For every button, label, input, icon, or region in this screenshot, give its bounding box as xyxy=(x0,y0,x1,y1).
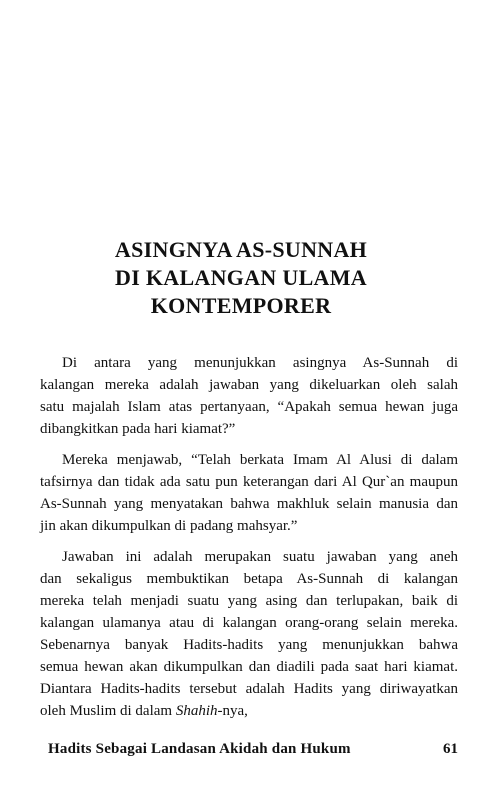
chapter-title-line-2: DI KALANGAN ULAMA xyxy=(115,265,367,290)
page-footer xyxy=(40,741,458,758)
chapter-title-line-3: KONTEMPORER xyxy=(150,293,332,318)
text-line: Mereka menjawab, “Telah berkata Imam Al Alusi di dalam xyxy=(62,452,458,468)
running-title: Hadits Sebagai Landasan Akidah dan Hukum xyxy=(48,741,351,757)
text-line: tafsirnya dan tidak ada satu pun keterangan dari Al Qur`an maupun xyxy=(40,474,458,490)
text-line: semua hewan akan dikumpulkan dan diadili pada saat hari kiamat. xyxy=(40,659,458,675)
text-segment: oleh Muslim di dalam xyxy=(40,703,176,719)
text-line: kalangan ulamanya atau di kalangan orang-orang selain mereka. xyxy=(40,615,458,631)
page-number: 61 xyxy=(443,741,458,757)
text-line: dan sekaligus membuktikan betapa As-Sunnah di kalangan xyxy=(40,571,458,587)
text-line: jin akan dikumpulkan di padang mahsyar.” xyxy=(40,518,298,534)
paragraph-3 xyxy=(40,546,458,722)
chapter-title-line-1: ASINGNYA AS-SUNNAH xyxy=(114,237,368,262)
text-line: satu majalah Islam atas pertanyaan, “Apakah semua hewan juga xyxy=(40,399,458,415)
text-line-last xyxy=(40,700,458,722)
text-line: Sebenarnya banyak Hadits-hadits yang menunjukkan bahwa xyxy=(40,637,458,653)
chapter-title xyxy=(0,236,482,320)
italic-term-shahih: Shahih xyxy=(175,703,218,719)
text-line: As-Sunnah yang menyatakan bahwa makhluk selain manusia dan xyxy=(40,496,458,512)
text-line: Jawaban ini adalah merupakan suatu jawaban yang aneh xyxy=(62,549,458,565)
body-text xyxy=(40,352,458,722)
text-segment: -nya, xyxy=(217,703,248,719)
paragraph-1 xyxy=(40,352,458,440)
paragraph-2 xyxy=(40,449,458,537)
text-line: kalangan mereka adalah jawaban yang dikeluarkan oleh salah xyxy=(40,377,458,393)
text-line: Diantara Hadits-hadits tersebut adalah Hadits yang diriwayatkan xyxy=(40,681,458,697)
text-line: Di antara yang menunjukkan asingnya As-Sunnah di xyxy=(62,355,458,371)
text-line: dibangkitkan pada hari kiamat?” xyxy=(40,421,236,437)
text-line: mereka telah menjadi suatu yang asing dan terlupakan, baik di xyxy=(40,593,458,609)
